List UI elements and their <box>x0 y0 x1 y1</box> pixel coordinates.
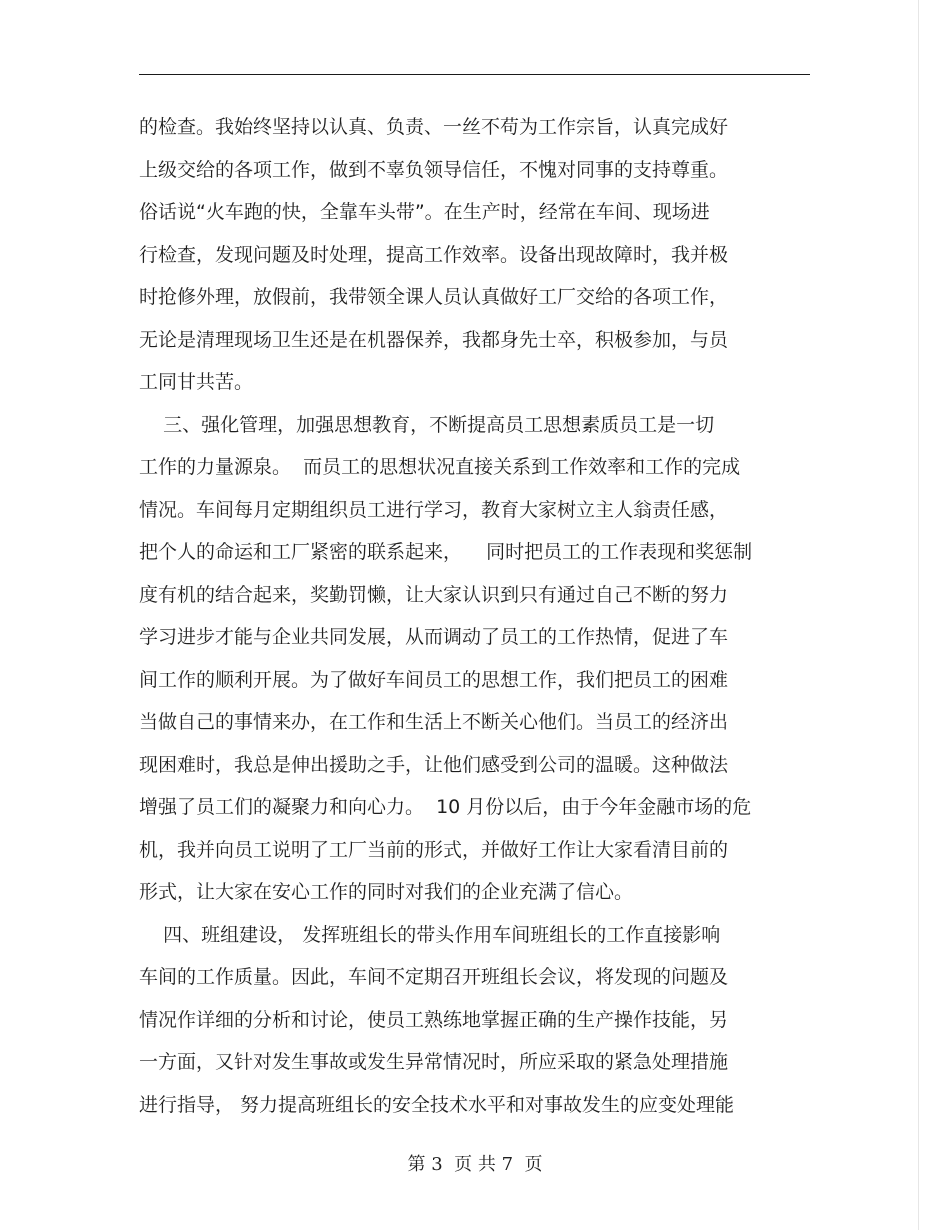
text-line: 机，我并向员工说明了工厂当前的形式，并做好工作让大家看清目前的 <box>139 838 729 861</box>
text-line: 无论是清理现场卫生还是在机器保养，我都身先士卒，积极参加，与员 <box>139 328 729 351</box>
text-line: 车间的工作质量。因此，车间不定期召开班组长会议，将发现的问题及 <box>139 966 729 988</box>
text-line: 一方面，又针对发生事故或发生异常情况时，所应采取的紧急处理措施 <box>139 1051 729 1073</box>
text-line: 三、强化管理，加强思想教育，不断提高员工思想素质员工是一切 <box>139 413 715 436</box>
page-number-footer: 第 3 页 共 7 页 <box>407 1154 543 1175</box>
text-line: 的检查。我始终坚持以认真、负责、一丝不苟为工作宗旨，认真完成好 <box>139 116 729 138</box>
text-line: 当做自己的事情来办，在工作和生活上不断关心他们。当员工的经济出 <box>139 711 729 733</box>
text-line: 俗话说“火车跑的快，全靠车头带”。在生产时，经常在车间、现场进 <box>139 201 710 223</box>
text-line: 时抢修外理，放假前，我带领全课人员认真做好工厂交给的各项工作， <box>139 286 729 308</box>
text-line: 增强了员工们的凝聚力和向心力。 10 月份以后，由于今年金融市场的危 <box>139 796 752 818</box>
text-line: 间工作的顺利开展。为了做好车间员工的思想工作，我们把员工的困难 <box>139 668 729 691</box>
text-line: 形式，让大家在安心工作的同时对我们的企业充满了信心。 <box>139 881 634 903</box>
text-line: 度有机的结合起来，奖勤罚懒，让大家认识到只有通过自己不断的努力 <box>139 583 729 606</box>
text-line: 工作的力量源泉。 而员工的思想状况直接关系到工作效率和工作的完成 <box>139 456 741 478</box>
page-edge-divider <box>918 0 919 1230</box>
header-rule <box>139 74 810 75</box>
text-line: 行检查，发现问题及时处理，提高工作效率。设备出现故障时，我并极 <box>139 243 729 266</box>
text-line: 情况作详细的分析和讨论，使员工熟练地掌握正确的生产操作技能，另 <box>139 1008 729 1031</box>
text-line: 工同甘共苦。 <box>139 371 254 393</box>
text-line: 上级交给的各项工作，做到不辜负领导信任，不愧对同事的支持尊重。 <box>139 158 729 181</box>
text-line: 四、班组建设， 发挥班组长的带头作用车间班组长的工作直接影响 <box>139 923 721 946</box>
text-line: 情况。车间每月定期组织员工进行学习，教育大家树立主人翁责任感， <box>139 498 729 521</box>
document-body <box>139 112 810 1132</box>
text-line: 学习进步才能与企业共同发展，从而调动了员工的工作热情，促进了车 <box>139 626 729 648</box>
text-line: 把个人的命运和工厂紧密的联系起来， 同时把员工的工作表现和奖惩制 <box>139 541 753 563</box>
text-line: 现困难时，我总是伸出援助之手，让他们感受到公司的温暖。这种做法 <box>139 753 729 776</box>
text-line: 进行指导， 努力提高班组长的安全技术水平和对事故发生的应变处理能 <box>139 1093 735 1116</box>
